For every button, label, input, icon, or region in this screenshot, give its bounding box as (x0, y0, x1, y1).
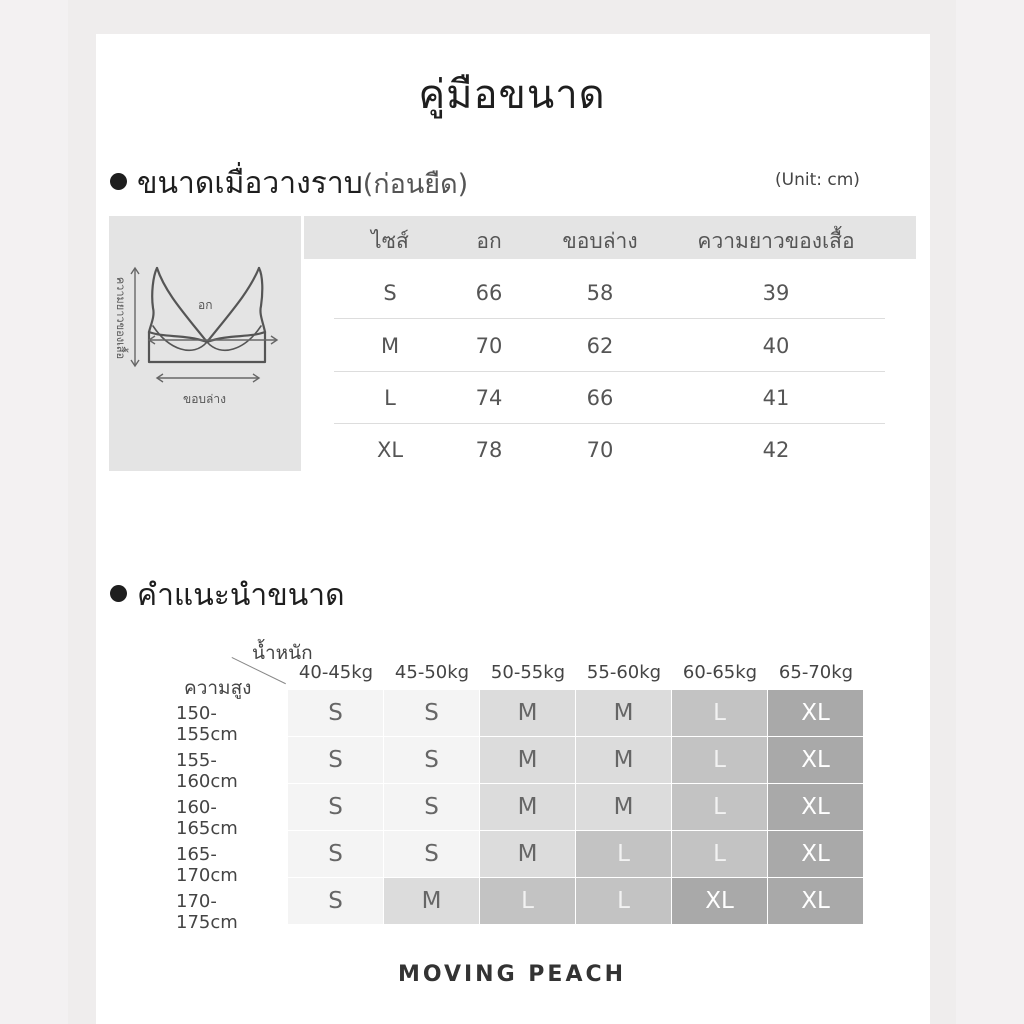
unit-label: (Unit: cm) (775, 170, 860, 190)
flat-size-heading-sub: (ก่อนยืด) (362, 169, 469, 200)
height-header: 170-175cm (176, 891, 238, 933)
row-divider (334, 371, 885, 372)
size-grid-cell: S (384, 690, 479, 736)
size-grid-cell: L (672, 737, 767, 783)
recommend-heading-text: คำแนะนำขนาด (137, 578, 345, 613)
size-table-cell: S (383, 281, 397, 305)
recommend-heading (110, 572, 345, 619)
size-table-cell: 78 (475, 438, 503, 462)
size-grid-cell: L (480, 878, 575, 924)
size-table-cell: 39 (762, 281, 790, 305)
col-length: ความยาวของเสื้อ (697, 229, 855, 253)
size-grid-cell: S (384, 831, 479, 877)
bullet-icon (110, 173, 127, 190)
flat-size-heading (110, 160, 468, 207)
size-grid-cell: L (672, 690, 767, 736)
page-title: คู่มือขนาด (418, 72, 606, 118)
size-table-cell: 62 (586, 334, 614, 358)
size-grid-cell: M (480, 784, 575, 830)
size-table-cell: L (384, 386, 396, 410)
size-grid-cell: M (480, 737, 575, 783)
flat-size-heading-text: ขนาดเมื่อวางราบ (137, 166, 363, 201)
size-grid-cell: L (576, 831, 671, 877)
height-header: 155-160cm (176, 750, 238, 792)
size-grid-cell: M (576, 737, 671, 783)
weight-header: 50-55kg (490, 662, 566, 683)
col-chest: อก (476, 229, 502, 253)
size-grid-cell: S (288, 690, 383, 736)
row-divider (334, 423, 885, 424)
size-grid-cell: S (288, 737, 383, 783)
col-underband: ขอบล่าง (562, 229, 638, 253)
size-table-cell: 74 (475, 386, 503, 410)
weight-header: 55-60kg (586, 662, 662, 683)
underband-label: ขอบล่าง (183, 392, 226, 406)
size-table-cell: 66 (586, 386, 614, 410)
size-grid-cell: S (288, 878, 383, 924)
size-table-cell: 40 (762, 334, 790, 358)
size-table-cell: M (380, 334, 400, 358)
weight-header: 45-50kg (394, 662, 470, 683)
weight-axis-label: น้ำหนัก (252, 642, 313, 664)
size-table-cell: 41 (762, 386, 790, 410)
size-grid-cell: M (576, 690, 671, 736)
chest-label: อก (198, 298, 213, 312)
size-grid-cell: XL (768, 737, 863, 783)
size-table-cell: XL (376, 438, 404, 462)
size-table-cell: 42 (762, 438, 790, 462)
size-grid-cell: XL (672, 878, 767, 924)
height-header: 160-165cm (176, 797, 238, 839)
size-grid-cell: S (288, 784, 383, 830)
col-size: ไซส์ (371, 229, 409, 253)
height-header: 165-170cm (176, 844, 238, 886)
bullet-icon (110, 585, 127, 602)
length-label: ความยาวของเสื้อ (114, 276, 127, 360)
bra-outline-icon (109, 216, 301, 471)
bra-diagram (109, 216, 301, 471)
height-axis-label: ความสูง (184, 677, 252, 699)
size-recommendation-grid (288, 690, 862, 924)
size-table-cell: 66 (475, 281, 503, 305)
weight-header: 40-45kg (298, 662, 374, 683)
size-table-cell: 70 (586, 438, 614, 462)
size-grid-cell: XL (768, 690, 863, 736)
weight-header: 65-70kg (778, 662, 854, 683)
size-grid-cell: L (672, 784, 767, 830)
size-table-cell: 70 (475, 334, 503, 358)
brand-logo: MOVING PEACH (397, 962, 627, 987)
size-grid-cell: S (288, 831, 383, 877)
size-grid-cell: XL (768, 878, 863, 924)
size-grid-cell: L (672, 831, 767, 877)
size-grid-cell: M (576, 784, 671, 830)
size-grid-cell: XL (768, 831, 863, 877)
weight-header: 60-65kg (682, 662, 758, 683)
size-grid-cell: M (480, 690, 575, 736)
size-grid-cell: M (384, 878, 479, 924)
row-divider (334, 318, 885, 319)
size-grid-cell: M (480, 831, 575, 877)
size-grid-cell: XL (768, 784, 863, 830)
size-grid-cell: L (576, 878, 671, 924)
size-grid-cell: S (384, 784, 479, 830)
size-table-cell: 58 (586, 281, 614, 305)
size-grid-cell: S (384, 737, 479, 783)
height-header: 150-155cm (176, 703, 238, 745)
